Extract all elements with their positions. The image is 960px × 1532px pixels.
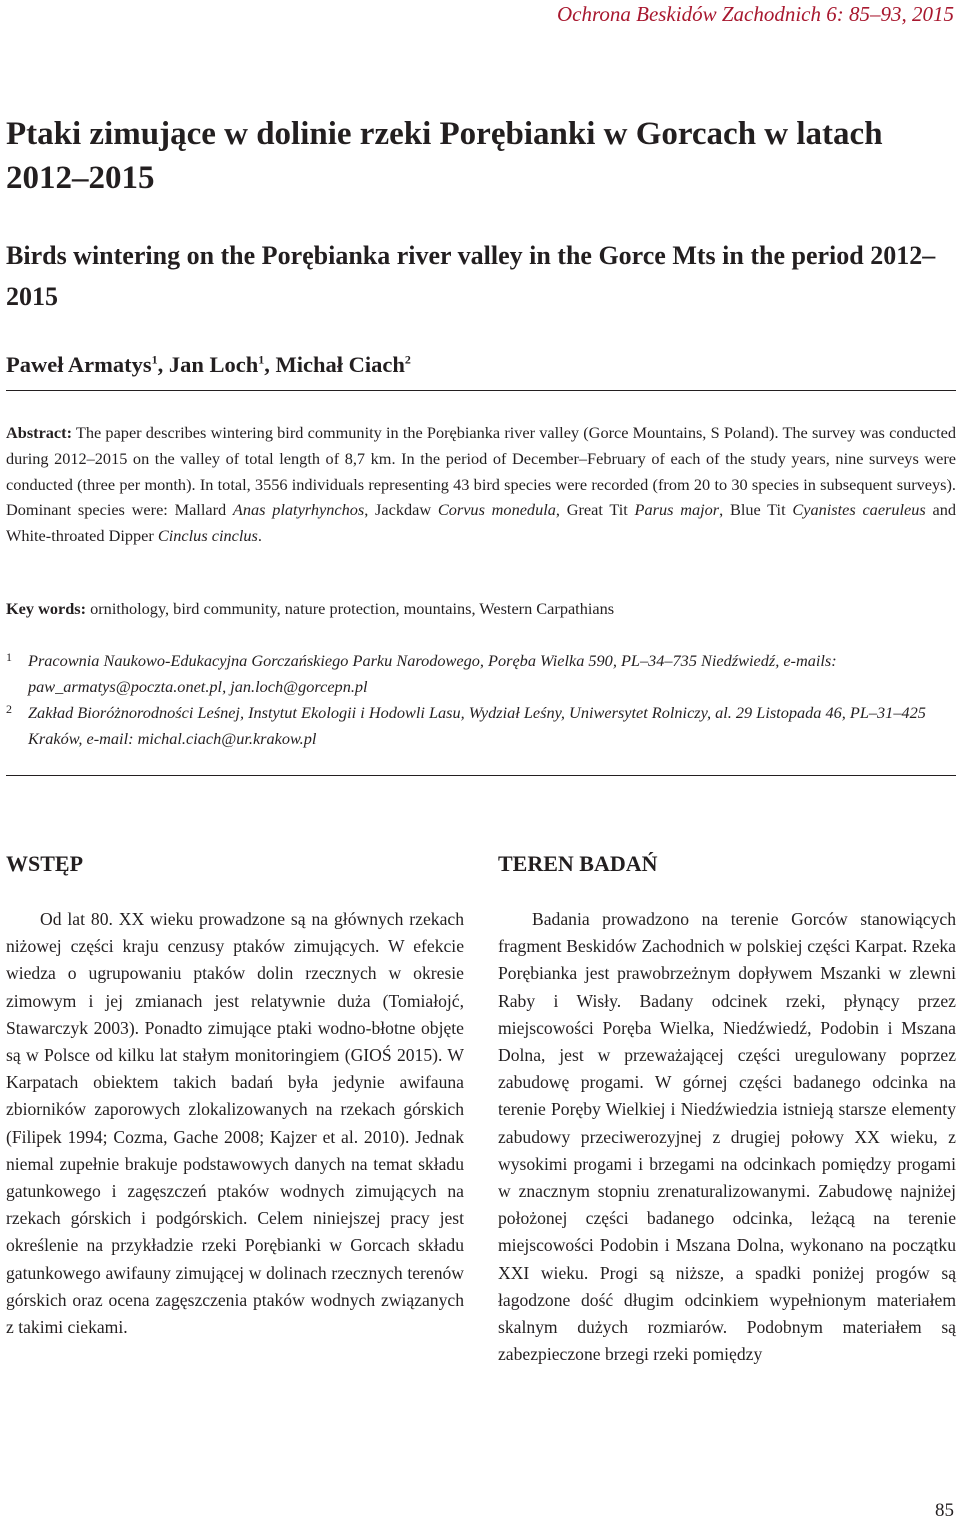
affiliation-text: Zakład Bioróżnorodności Leśnej, Instytut Ekologii i Hodowli Lasu, Wydział Leśny, Uniwersytet Rolniczy, al. 29 Listopada 46, PL–31–425 Kraków, e-mail: michal.ciach@ur.krakow.pl [28,703,926,748]
author-name: Paweł Armatys [6,352,152,377]
title-english: Birds wintering on the Porębianka river valley in the Gorce Mts in the period 2012–2015 [6,241,936,311]
section-body: Badania prowadzono na terenie Gorców stanowiących fragment Beskidów Zachodnich w polskiej części Karpat. Rzeka Porębianka jest prawobrzeżnym dopływem Mszanki w zlewni Raby i Wisły. Badany odcinek rzeki, płynący przez miejscowości Poręba Wielka, Niedźwiedź, Podobin i Mszana Dolna, jest w przeważającej części uregulowany poprzez zabudowę progami. W górnej części badanego odcinka na terenie Poręby Wielkiej i Niedźwiedzia istnieją starsze elementy zabudowy przeciwerozyjnej z drugiej połowy XX wieku, z wysokimi progami i brzegami na odcinkach pomiędzy progami w znacznym stopniu zrenaturalizowanymi. Zabudowę najniżej położonej części badanego odcinka, leżącą na terenie miejscowości Podobin i Mszana Dolna, wykonano na początku XXI wieku. Progi są niższe, a spadki poniżej progów są łagodzone dość długim odcinkiem wypełnionym materiałem skalnym dużych rozmiarów. Podobnym materiałem są zabezpieczone brzegi rzeki pomiędzy [498,909,956,1365]
column-introduction [6,848,464,1341]
species-name: Corvus monedula [437,500,556,520]
section-divider [6,775,956,776]
species-name: Cyanistes caeruleus [792,500,926,520]
abstract-text: , Great Tit [555,500,635,520]
affiliation-number: 2 [6,702,12,716]
author-affiliation-mark: 1 [151,352,158,367]
author-affiliation-mark: 1 [258,352,265,367]
abstract-label: Abstract: [6,423,73,442]
keywords-label: Key words: [6,599,87,618]
species-name: Parus major [634,500,720,520]
keywords [6,596,956,622]
author-separator: , [157,352,169,377]
author-list [6,352,956,391]
abstract-text: and White-throated Dipper [6,500,957,546]
abstract-text: . [257,526,262,546]
species-name: Anas platyrhynchos [232,500,365,520]
title-polish: Ptaki zimujące w dolinie rzeki Porębianki w Gorcach w latach 2012–2015 [6,116,883,196]
page-number: 85 [935,1500,954,1521]
affiliations [6,648,956,752]
abstract-text: The paper describes wintering bird community in the Porębianka river valley (Gorce Mountains, S Poland). The survey was conducted during 2012–2015 on the valley of total length of 8,7 km. In the period of December–February of each of the study years, nine surveys were conducted (three per month). In total, 3556 individuals representing 43 bird species were recorded (from 20 to 30 species in subsequent surveys). Dominant species were: Mallard [6,423,956,520]
abstract-text: , Blue Tit [719,500,793,520]
author-affiliation-mark: 2 [404,352,411,367]
section-heading: WSTĘP [6,851,84,876]
author-separator: , [264,352,276,377]
section-body: Od lat 80. XX wieku prowadzone są na głównych rzekach niżowej części kraju cenzusy ptaków zimujących. W efekcie wiedza o ugrupowaniu ptaków dolin rzecznych w okresie zimowym i jej zmianach jest relatywnie duża (Tomiałojć, Stawarczyk 2003). Ponadto zimujące ptaki wodno-błotne objęte są w Polsce od kilku lat stałym monitoringiem (GIOŚ 2015). W Karpatach obiektem takich badań była jedynie awifauna zbiorników zaporowych zlokalizowanych na rzekach górskich (Filipek 1994; Cozma, Gache 2008; Kajzer et al. 2010). Jednak niemal zupełnie brakuje podstawowych danych na temat składu gatunkowego i zagęszczeń ptaków wodnych zimujących na rzekach górskich i podgórskich. Celem niniejszej pracy jest określenie na przykładzie rzeki Porębianki w Gorcach składu gatunkowego awifauny zimującej w dolinach rzecznych terenów górskich oraz ocena zagęszczenia ptaków wodnych związanych z takimi ciekami. [6,909,464,1338]
abstract-text: , Jackdaw [364,500,438,520]
affiliation-text: Pracownia Naukowo-Edukacyjna Gorczańskiego Parku Narodowego, Poręba Wielka 590, PL–34–735 Niedźwiedź, e-mails: paw_armatys@poczta.onet.pl, jan.loch@gorcepn.pl [28,651,837,696]
affiliation [6,700,956,752]
author-name: Michał Ciach [275,352,405,377]
affiliation-number: 1 [6,650,12,664]
keywords-text: ornithology, bird community, nature protection, mountains, Western Carpathians [86,599,615,618]
affiliation [6,648,956,700]
journal-header: Ochrona Beskidów Zachodnich 6: 85–93, 2015 [556,2,954,26]
section-heading: TEREN BADAŃ [498,851,658,876]
abstract [6,420,956,549]
species-name: Cinclus cinclus [157,526,258,546]
author-name: Jan Loch [168,352,259,377]
column-study-area [498,848,956,1368]
